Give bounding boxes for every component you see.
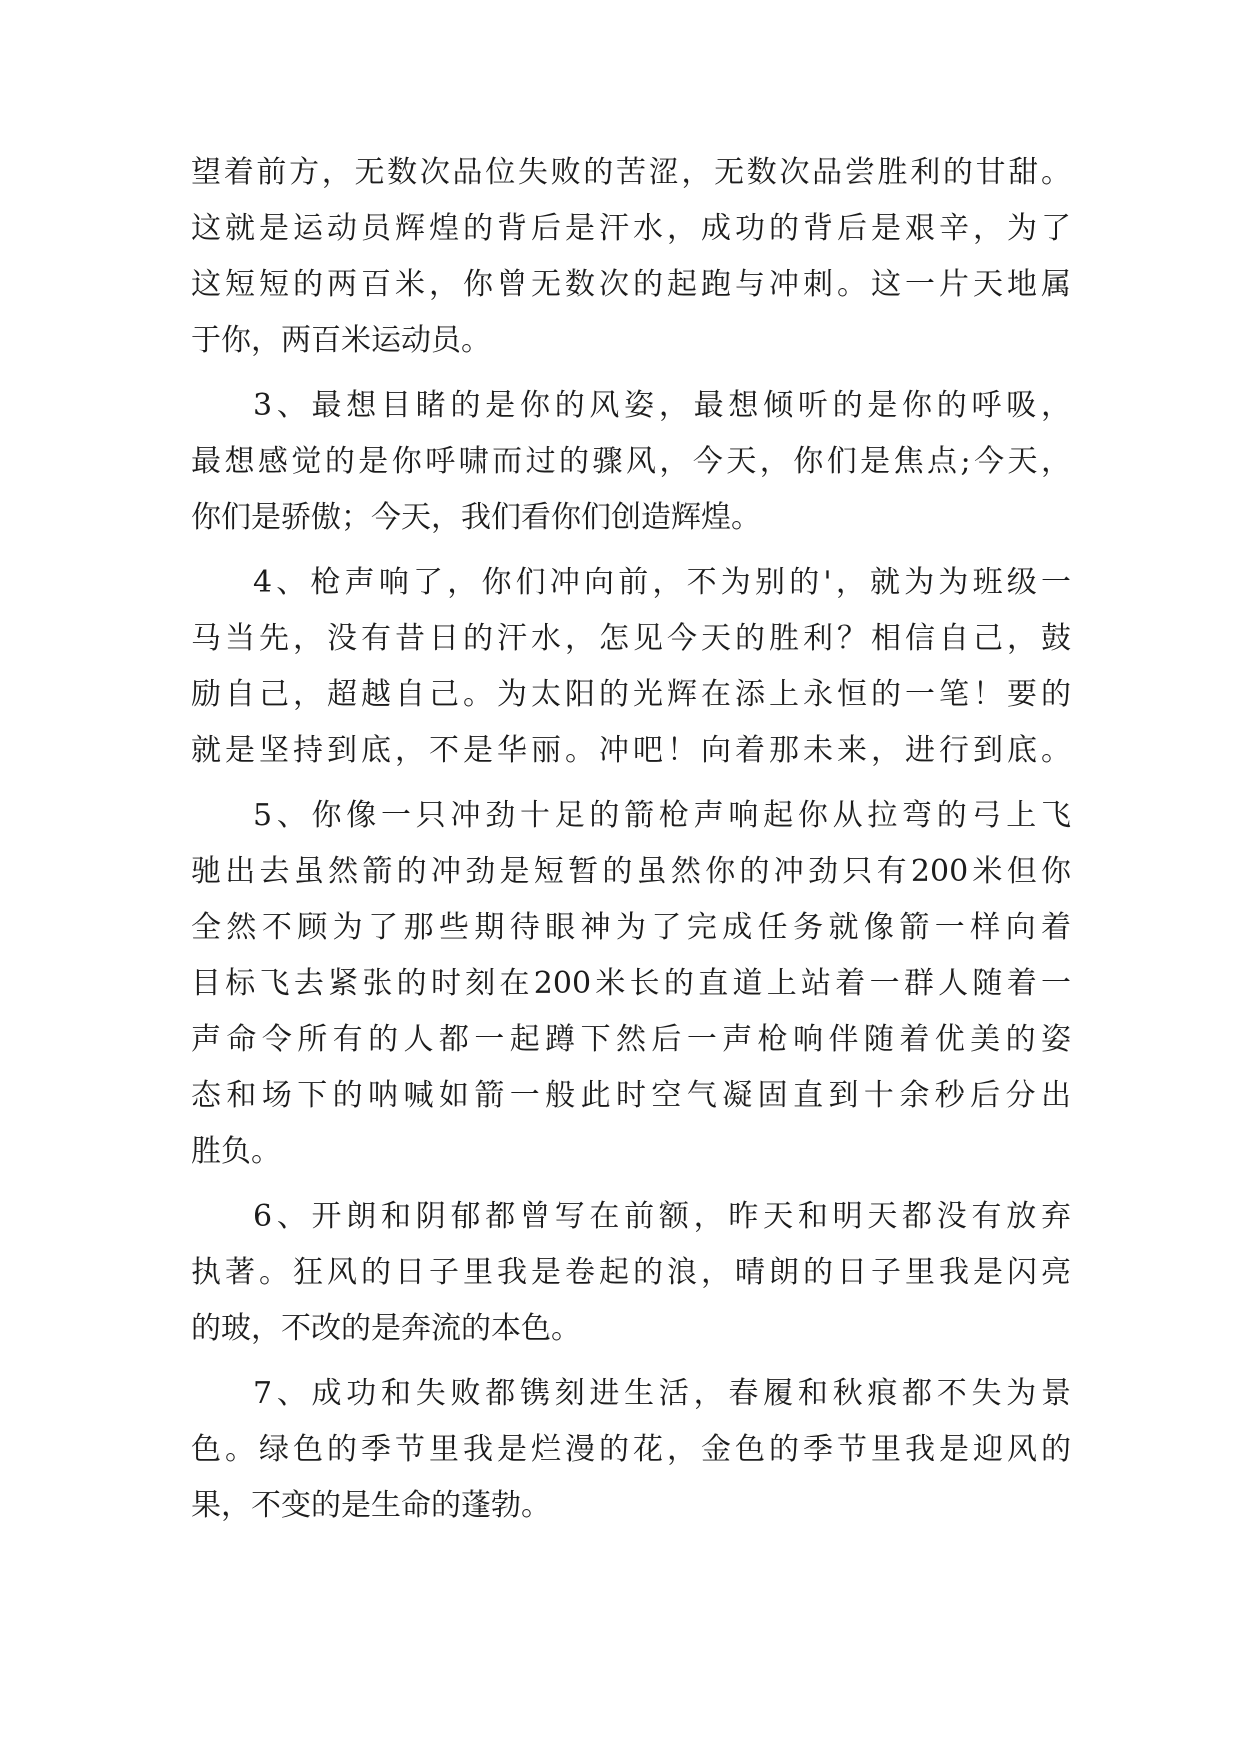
text-line: 最想感觉的是你呼啸而过的骤风，今天，你们是焦点;今天， [191,444,1071,479]
text-line: 态和场下的呐喊如箭一般此时空气凝固直到十余秒后分出 [191,1078,1071,1113]
text-line: 驰出去虽然箭的冲劲是短暂的虽然你的冲劲只有200米但你 [191,854,1071,889]
text-line: 胜负。 [191,1134,281,1169]
text-line: 望着前方，无数次品位失败的苦涩，无数次品尝胜利的甘甜。 [191,155,1071,190]
text-line: 的玻，不改的是奔流的本色。 [191,1311,581,1346]
paragraph-5-line: 5、你像一只冲劲十足的箭枪声响起你从拉弯的弓上飞 [253,798,1071,833]
paragraph-4-line: 4、枪声响了，你们冲向前，不为别的'，就为为班级一 [253,565,1071,600]
text-line: 声命令所有的人都一起蹲下然后一声枪响伴随着优美的姿 [191,1022,1071,1057]
text-line: 执著。狂风的日子里我是卷起的浪，晴朗的日子里我是闪亮 [191,1255,1071,1290]
text-line: 目标飞去紧张的时刻在200米长的直道上站着一群人随着一 [191,966,1071,1001]
text-line: 就是坚持到底，不是华丽。冲吧！向着那未来，进行到底。 [191,733,1071,768]
text-line: 马当先，没有昔日的汗水，怎见今天的胜利？相信自己，鼓 [191,621,1071,656]
text-line: 励自己，超越自己。为太阳的光辉在添上永恒的一笔！要的 [191,677,1071,712]
text-line: 这就是运动员辉煌的背后是汗水，成功的背后是艰辛，为了 [191,211,1071,246]
text-line: 果，不变的是生命的蓬勃。 [191,1488,551,1523]
text-line: 于你，两百米运动员。 [191,323,491,358]
text-line: 全然不顾为了那些期待眼神为了完成任务就像箭一样向着 [191,910,1071,945]
paragraph-7-line: 7、成功和失败都镌刻进生活，春履和秋痕都不失为景 [253,1376,1071,1411]
text-line: 色。绿色的季节里我是烂漫的花，金色的季节里我是迎风的 [191,1432,1071,1467]
text-line: 这短短的两百米，你曾无数次的起跑与冲刺。这一片天地属 [191,267,1071,302]
text-line: 你们是骄傲；今天，我们看你们创造辉煌。 [191,500,761,535]
paragraph-6-line: 6、开朗和阴郁都曾写在前额，昨天和明天都没有放弃 [253,1199,1071,1234]
paragraph-3-line: 3、最想目睹的是你的风姿，最想倾听的是你的呼吸， [253,388,1071,423]
